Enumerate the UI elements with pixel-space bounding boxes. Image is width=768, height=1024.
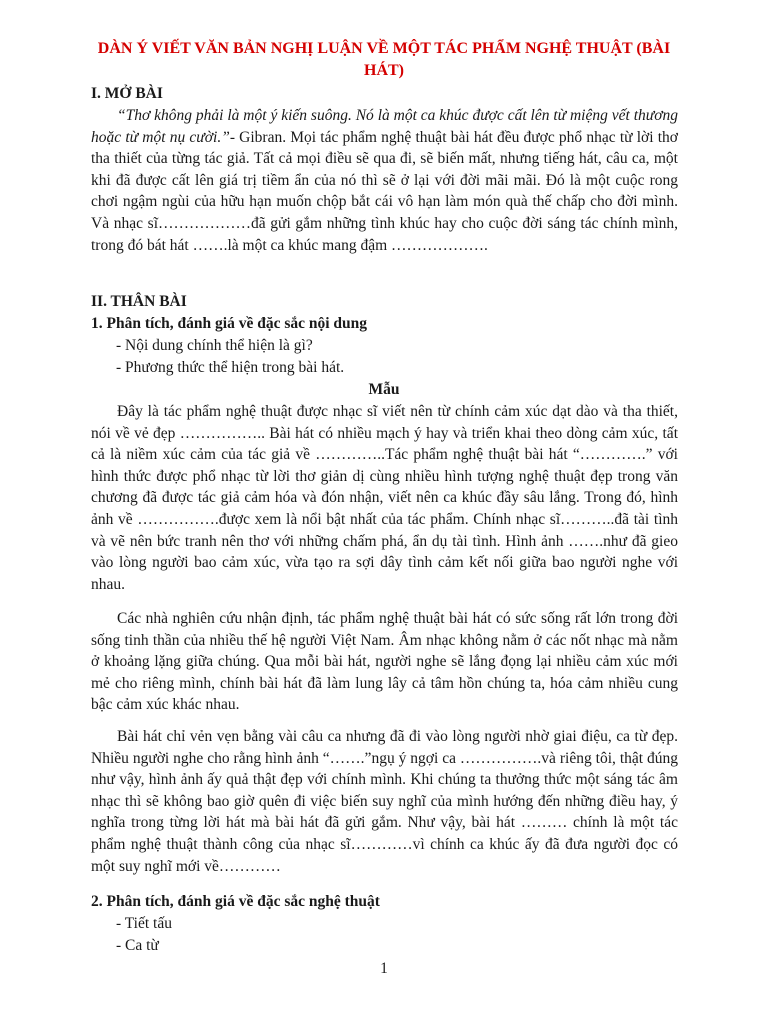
body-paragraph: Đây là tác phẩm nghệ thuật được nhạc sĩ viết nên từ chính cảm xúc dạt dào và tha thiết, nói về vẻ đẹp …………….. Bài hát có nhiều mạch ý hay và triển khai theo dòng cảm xúc, tất cả là niềm xúc cảm của tác giả về …………..Tác phẩm nghệ thuật bài hát “………….” với hình thức được phổ nhạc từ lời thơ giản dị cùng nhiều hình tượng nghệ thuật đẹp trong văn chương đã được tác giả cảm hóa và đón nhận, viết nên ca khúc đầy sâu lắng. Trong đó, hình ảnh về …………….được xem là nổi bật nhất của tác phẩm. Chính nhạc sĩ………..đã tài tình và vẽ nên bức tranh nên thơ với những chấm phá, ẩn dụ tài tình. Hình ảnh …….như đã gieo vào lòng người bao cảm xúc, vừa tạo ra sợi dây tình cảm kết nối giữa bao người nghe với nhau.	[91, 403, 678, 593]
bullet-item: - Ca từ	[116, 937, 159, 954]
body-paragraph: Bài hát chỉ vẻn vẹn bằng vài câu ca nhưng đã đi vào lòng người nhờ giai điệu, ca từ đẹp. Nhiều người nghe cho rằng hình ảnh “…….”ngụ ý ngợi ca …………….và riêng tôi, thật đúng như vậy, hình ảnh ấy quả thật đẹp với chính mình. Khi chúng ta thưởng thức một sáng tác âm nhạc thì sẽ không bao giờ quên đi việc biến suy nghĩ của mình hướng đến những điều hay, ý nghĩa trong từng lời hát mà bài hát đã gửi gắm. Như vậy, bài hát ……… chính là một tác phẩm nghệ thuật thành công của nhạc sĩ…………vì chính ca khúc ấy đã đưa người đọc có một suy nghĩ mới về…………	[91, 728, 678, 875]
section-heading-body: II. THÂN BÀI	[91, 293, 187, 310]
bullet-item: - Nội dung chính thể hiện là gì?	[116, 337, 313, 354]
bullet-item: - Tiết tấu	[116, 915, 172, 932]
subsection-heading-art: 2. Phân tích, đánh giá về đặc sắc nghệ thuật	[91, 893, 380, 910]
bullet-item: - Phương thức thể hiện trong bài hát.	[116, 359, 345, 376]
intro-quote: “Thơ không phải là một ý kiến suông. Nó là một ca khúc được cất lên từ miệng vết thương hoặc từ một nụ cười.”	[91, 107, 678, 146]
body-paragraph: Các nhà nghiên cứu nhận định, tác phẩm nghệ thuật bài hát có sức sống rất lớn trong đời sống tinh thần của nhiều thế hệ người Việt Nam. Âm nhạc không nằm ở các nốt nhạc mà nằm ở khoảng lặng giữa chúng. Qua mỗi bài hát, người nghe sẽ lắng đọng lại nhiều cảm xúc mới mẻ cho riêng mình, chính bài hát đã làm lung lây cả tâm hồn chúng ta, hóa cảm nhiều cung bậc cảm xúc khác nhau.	[91, 610, 678, 714]
page-number: 1	[380, 960, 388, 977]
intro-paragraph	[91, 105, 678, 256]
intro-text: - Gibran. Mọi tác phẩm nghệ thuật bài hát đều được phổ nhạc từ lời thơ tha thiết của từng tác giả. Tất cả mọi điều sẽ qua đi, sẽ biến mất, nhưng tiếng hát, câu ca, một khi đã được cất lên giá trị tiềm ẩn của nó thì sẽ ở lại với đời mãi mãi. Đó là một cuộc rong chơi ngậm ngùi của hữu hạn muốn chộp bắt cái vô hạn làm món quà thế chấp cho đời mình. Và nhạc sĩ………………đã gửi gắm những tình khúc hay cho cuộc đời sáng tác chính mình, trong đó bát hát …….là một ca khúc mang đậm ……………….	[91, 128, 678, 254]
sample-label: Mẫu	[368, 381, 400, 398]
subsection-heading-content: 1. Phân tích, đánh giá về đặc sắc nội dung	[91, 315, 368, 332]
document-title: DÀN Ý VIẾT VĂN BẢN NGHỊ LUẬN VỀ MỘT TÁC PHẨM NGHỆ THUẬT (BÀI HÁT)	[97, 40, 671, 79]
section-heading-intro: I. MỞ BÀI	[91, 85, 163, 102]
